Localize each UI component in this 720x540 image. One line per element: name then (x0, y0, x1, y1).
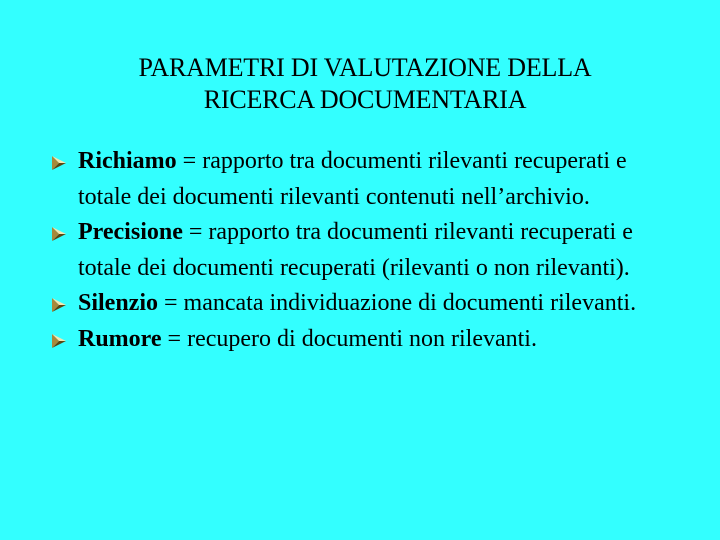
bullet-item-silenzio (50, 286, 670, 322)
definition-text: = rapporto tra documenti rilevanti recuperati e totale dei documenti rilevanti contenuti nell’archivio. (78, 148, 627, 210)
term-label: Rumore (78, 325, 162, 352)
bullet-list (50, 144, 670, 357)
term-label: Silenzio (78, 290, 159, 316)
definition-text: = rapporto tra documenti rilevanti recuperati e totale dei documenti recuperati (rilevanti o non rilevanti). (78, 219, 633, 281)
definition-text: = mancata individuazione di documenti rilevanti. (158, 290, 637, 316)
arrow-bullet-icon (50, 225, 68, 243)
bullet-item-precisione (50, 215, 670, 286)
arrow-bullet-icon (50, 332, 68, 350)
term-label: Precisione (78, 219, 183, 245)
title-line-2: RICERCA DOCUMENTARIA (203, 85, 527, 114)
definition-text: = recupero di documenti non rilevanti. (161, 325, 537, 352)
title-line-1: PARAMETRI DI VALUTAZIONE DELLA (138, 53, 592, 82)
arrow-bullet-icon (50, 154, 68, 172)
slide-title (60, 52, 670, 116)
bullet-item-richiamo (50, 144, 670, 215)
term-label: Richiamo (78, 148, 177, 174)
arrow-bullet-icon (50, 296, 68, 314)
bullet-item-rumore (50, 322, 670, 358)
